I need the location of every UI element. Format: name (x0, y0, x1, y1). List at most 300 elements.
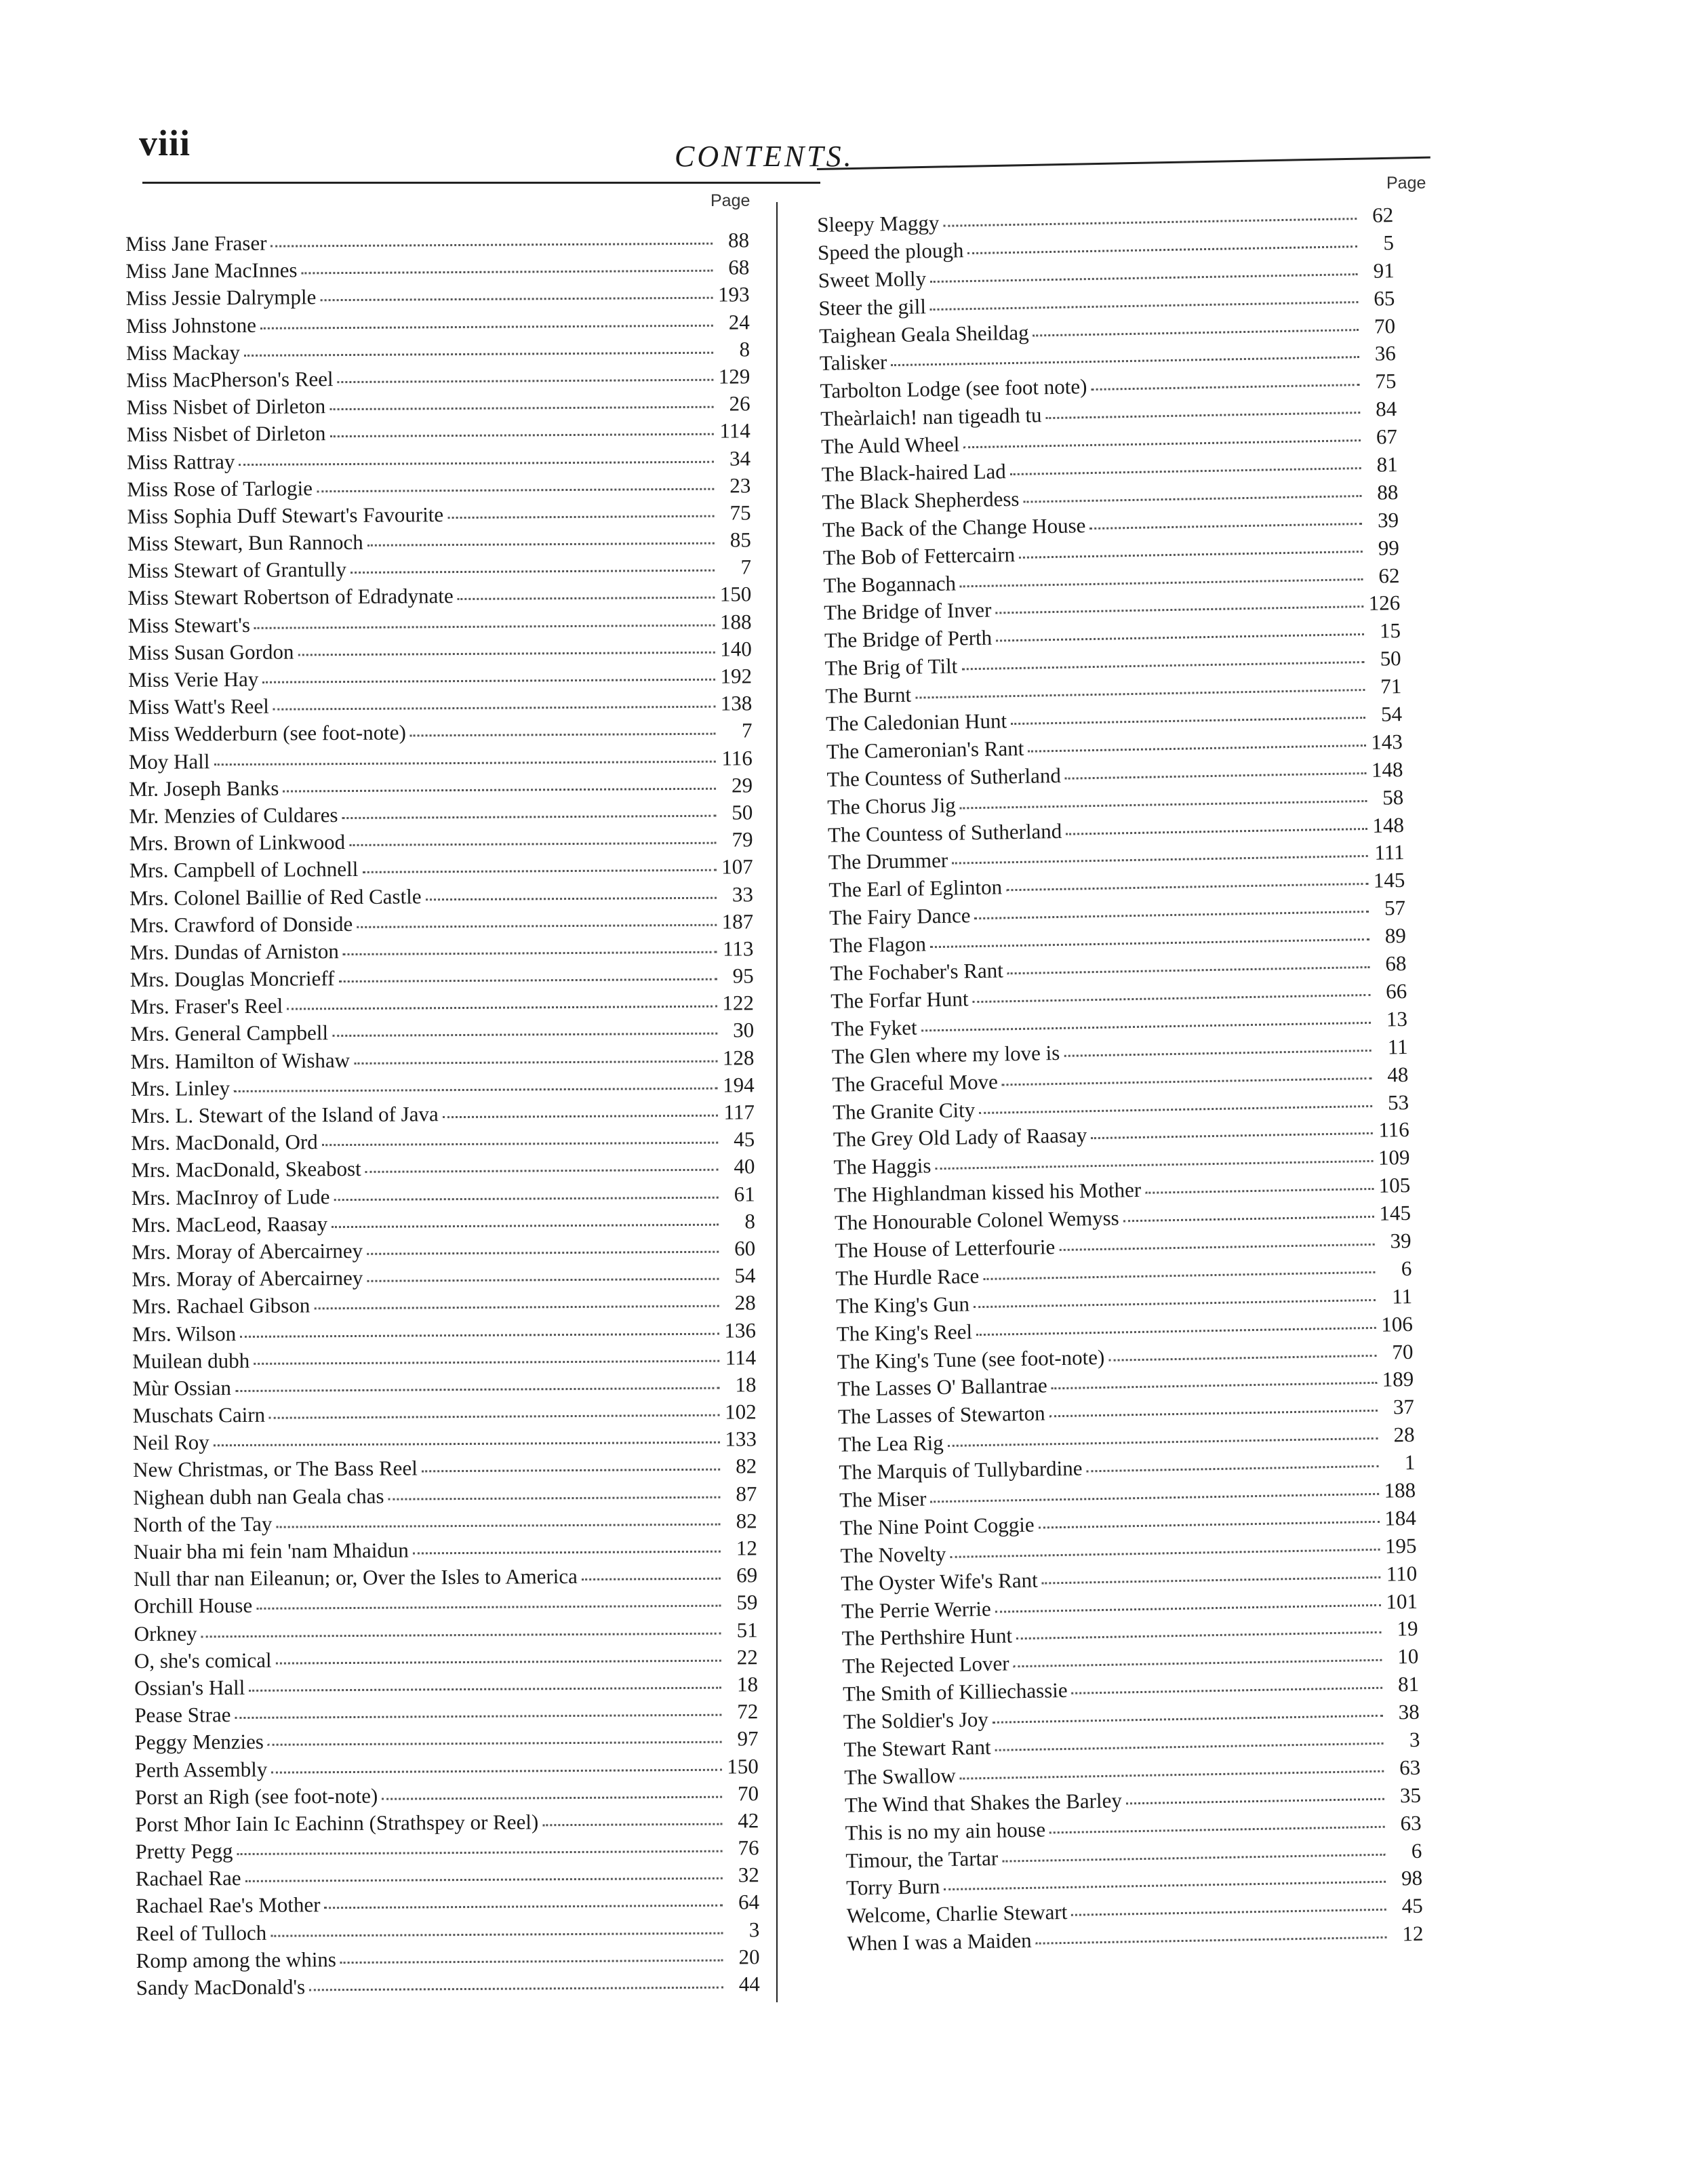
entry-title: Mrs. Wilson (132, 1321, 237, 1346)
entry-page-number: 6 (1411, 1838, 1422, 1863)
dot-leader (930, 938, 1369, 948)
entry-page-number: 35 (1399, 1783, 1422, 1808)
dot-leader (921, 1022, 1371, 1032)
entry-page-number: 193 (717, 282, 750, 307)
entry-page-number: 91 (1373, 258, 1395, 283)
contents-entry (136, 1889, 759, 1920)
entry-title: The Perrie Werrie (841, 1596, 992, 1623)
entry-page-number: 59 (736, 1590, 758, 1614)
contents-entry (135, 1753, 759, 1784)
entry-page-number: 76 (738, 1835, 759, 1860)
entry-page-number: 88 (1377, 480, 1399, 504)
entry-page-number: 1 (1404, 1450, 1416, 1475)
contents-entry (134, 1507, 757, 1538)
entry-title: The Chorus Jig (827, 793, 957, 819)
entry-title: Mrs. Moray of Abercairney (132, 1238, 363, 1264)
dot-leader (367, 1251, 719, 1255)
contents-entry (129, 744, 753, 776)
dot-leader (976, 1326, 1376, 1335)
entry-title: When I was a Maiden (847, 1928, 1032, 1955)
entry-title: Miss Nisbet of Dirleton (126, 421, 326, 447)
dot-leader (1072, 1687, 1383, 1694)
entry-page-number: 13 (1386, 1006, 1408, 1031)
dot-leader (1091, 384, 1359, 391)
page-number: viii (139, 123, 191, 163)
entry-title: Miss Rattray (126, 449, 235, 474)
dot-leader (1065, 772, 1367, 780)
entry-page-number: 106 (1380, 1311, 1414, 1336)
entry-title: New Christmas, or The Bass Reel (133, 1456, 418, 1482)
entry-page-number: 101 (1386, 1589, 1418, 1614)
entry-page-number: 95 (732, 964, 754, 988)
contents-entry (127, 581, 751, 612)
contents-entry (135, 1807, 759, 1838)
entry-title: The Fairy Dance (828, 903, 971, 930)
entry-title: The Grey Old Lady of Raasay (833, 1123, 1087, 1152)
contents-entry (135, 1834, 759, 1865)
entry-page-number: 187 (721, 909, 754, 934)
dot-leader (1052, 1382, 1378, 1389)
dot-leader (365, 1169, 719, 1173)
entry-page-number: 116 (1378, 1117, 1410, 1143)
dot-leader (967, 245, 1357, 254)
entry-page-number: 54 (1380, 702, 1403, 726)
dot-leader (1087, 1465, 1379, 1473)
entry-title: Nighean dubh nan Geala chas (133, 1484, 384, 1509)
dot-leader (329, 433, 713, 437)
contents-entry (130, 1044, 754, 1075)
entry-title: The Black Shepherdess (822, 486, 1020, 514)
entry-title: Moy Hall (128, 749, 210, 774)
contents-entry (127, 418, 750, 449)
entry-page-number: 75 (729, 500, 751, 525)
entry-page-number: 105 (1378, 1173, 1411, 1197)
dot-leader (1019, 551, 1363, 559)
entry-page-number: 23 (729, 473, 751, 498)
contents-entry (130, 962, 754, 993)
entry-title: Sleepy Maggy (817, 210, 940, 237)
dot-leader (1091, 1132, 1373, 1139)
entry-page-number: 79 (732, 827, 753, 852)
dot-leader (317, 488, 714, 492)
dot-leader (343, 951, 717, 955)
dot-leader (271, 1768, 722, 1773)
entry-title: Mr. Menzies of Culdares (129, 803, 338, 828)
entry-title: Miss Verie Hay (127, 667, 259, 692)
contents-entry (134, 1562, 757, 1593)
entry-page-number: 192 (720, 664, 753, 688)
entry-title: Muilean dubh (132, 1348, 250, 1373)
contents-entry (127, 526, 751, 557)
entry-page-number: 61 (734, 1181, 755, 1206)
entry-title: Romp among the whins (136, 1947, 337, 1972)
contents-entry (129, 799, 753, 830)
entry-title: The Smith of Killiechassie (842, 1678, 1068, 1706)
header-rule-left (142, 182, 820, 184)
entry-page-number: 114 (725, 1345, 757, 1370)
entry-page-number: 189 (1382, 1367, 1414, 1392)
dot-leader (995, 1743, 1384, 1751)
entry-page-number: 60 (734, 1236, 756, 1260)
entry-page-number: 40 (734, 1154, 755, 1178)
contents-entry (129, 854, 753, 885)
contents-entry (134, 1534, 757, 1566)
entry-page-number: 62 (1371, 203, 1394, 227)
contents-right-column (817, 201, 1424, 1958)
entry-title: The Fyket (830, 1015, 917, 1041)
entry-page-number: 194 (723, 1073, 755, 1097)
dot-leader (1002, 1077, 1372, 1086)
contents-entry (134, 1644, 758, 1675)
dot-leader (1006, 883, 1368, 891)
dot-leader (1059, 1244, 1374, 1251)
dot-leader (240, 1332, 719, 1337)
dot-leader (1049, 1410, 1378, 1417)
dot-leader (254, 624, 715, 629)
entry-page-number: 126 (1368, 591, 1401, 616)
dot-leader (974, 1299, 1376, 1308)
entry-page-number: 145 (1379, 1201, 1411, 1225)
entry-page-number: 10 (1397, 1644, 1419, 1669)
entry-page-number: 150 (727, 1753, 759, 1779)
entry-page-number: 34 (729, 445, 751, 471)
entry-page-number: 50 (1380, 646, 1401, 671)
dot-leader (1064, 1050, 1371, 1057)
entry-title: O, she's comical (134, 1648, 272, 1673)
dot-leader (944, 1881, 1386, 1890)
entry-title: Miss Stewart of Grantully (127, 557, 347, 583)
entry-page-number: 63 (1399, 1755, 1421, 1780)
dot-leader (1007, 966, 1370, 974)
dot-leader (1042, 1576, 1381, 1584)
entry-title: Torry Burn (845, 1874, 940, 1901)
dot-leader (256, 1605, 721, 1610)
dot-leader (357, 924, 717, 928)
entry-title: The Swallow (843, 1763, 957, 1789)
dot-leader (413, 1551, 721, 1555)
entry-title: Mrs. Crawford of Donside (129, 911, 353, 937)
entry-page-number: 66 (1385, 978, 1407, 1004)
entry-page-number: 29 (731, 773, 753, 797)
entry-page-number: 33 (732, 881, 754, 907)
dot-leader (973, 994, 1371, 1003)
entry-title: Reel of Tulloch (136, 1920, 267, 1945)
entry-title: Mrs. Brown of Linkwood (129, 830, 346, 856)
contents-entry (133, 1453, 757, 1484)
entry-title: Mrs. Linley (130, 1075, 231, 1100)
entry-title: The Bridge of Inver (824, 598, 992, 625)
contents-entry (132, 1180, 755, 1212)
entry-title: The Wind that Shakes the Barley (844, 1788, 1123, 1817)
entry-title: The King's Reel (836, 1319, 973, 1346)
dot-leader (995, 605, 1363, 614)
entry-page-number: 67 (1376, 424, 1398, 449)
dot-leader (214, 1442, 720, 1447)
entry-title: The Nine Point Coggie (839, 1512, 1035, 1540)
entry-title: The Hurdle Race (835, 1263, 980, 1290)
dot-leader (269, 1414, 720, 1419)
entry-page-number: 99 (1378, 535, 1400, 560)
contents-entry (133, 1426, 757, 1457)
contents-entry (132, 1208, 755, 1239)
entry-title: Miss Nisbet of Dirleton (126, 394, 326, 420)
contents-entry (132, 1317, 756, 1348)
dot-leader (1066, 828, 1367, 835)
dot-leader (239, 460, 714, 465)
entry-page-number: 111 (1374, 840, 1405, 865)
entry-page-number: 110 (1386, 1561, 1418, 1586)
entry-title: The Graceful Move (832, 1069, 999, 1096)
entry-page-number: 53 (1387, 1090, 1409, 1115)
entry-title: The Black-haired Lad (821, 459, 1007, 486)
entry-page-number: 3 (1409, 1727, 1420, 1752)
entry-title: Orkney (134, 1621, 197, 1646)
contents-entry (132, 1235, 755, 1266)
dot-leader (214, 760, 715, 766)
contents-entry (135, 1780, 759, 1811)
entry-title: The Glen where my love is (831, 1040, 1060, 1069)
entry-page-number: 70 (1374, 313, 1396, 338)
entry-page-number: 89 (1384, 924, 1407, 948)
entry-page-number: 102 (725, 1399, 757, 1424)
dot-leader (1010, 467, 1361, 475)
entry-page-number: 11 (1391, 1284, 1413, 1309)
dot-leader (283, 787, 716, 792)
entry-title: The Bridge of Perth (824, 625, 993, 653)
dot-leader (271, 243, 713, 247)
entry-title: Rachael Rae (135, 1866, 241, 1891)
entry-title: This is no my ain house (845, 1817, 1046, 1845)
entry-title: Miss Stewart Robertson of Edradynate (127, 584, 454, 610)
dot-leader (235, 1387, 719, 1392)
contents-entry (131, 1153, 755, 1185)
entry-title: Ossian's Hall (134, 1675, 245, 1700)
entry-title: The Caledonian Hunt (825, 709, 1007, 736)
dot-leader (915, 689, 1365, 699)
entry-page-number: 88 (727, 228, 750, 252)
contents-entry (125, 226, 749, 258)
entry-title: Mrs. Dundas of Arniston (129, 938, 339, 964)
entry-title: Mrs. MacLeod, Raasay (131, 1211, 328, 1237)
entry-title: The Back of the Change House (822, 513, 1086, 542)
entry-title: Miss Sophia Duff Stewart's Favourite (127, 502, 444, 528)
dot-leader (351, 570, 715, 574)
dot-leader (367, 542, 715, 547)
entry-page-number: 11 (1387, 1034, 1408, 1059)
entry-title: Mrs. Hamilton of Wishaw (130, 1048, 351, 1073)
entry-page-number: 116 (721, 745, 753, 770)
dot-leader (995, 1604, 1381, 1612)
dot-leader (1033, 329, 1359, 336)
entry-title: Miss Jane MacInnes (125, 258, 298, 283)
entry-title: Miss Rose of Tarlogie (127, 476, 313, 501)
dot-leader (271, 1932, 723, 1937)
contents-entry (128, 717, 752, 749)
entry-page-number: 107 (721, 854, 753, 879)
entry-title: The Cameronian's Rant (826, 736, 1024, 763)
contents-entry (133, 1398, 757, 1429)
dot-leader (930, 1493, 1379, 1503)
entry-page-number: 28 (1393, 1423, 1415, 1447)
entry-title: Mrs. MacInroy of Lude (131, 1184, 330, 1210)
entry-page-number: 71 (1380, 674, 1402, 698)
entry-page-number: 129 (718, 364, 750, 389)
entry-page-number: 37 (1393, 1395, 1415, 1419)
entry-title: The Drummer (828, 848, 948, 875)
entry-title: Miss Watt's Reel (128, 694, 269, 719)
entry-page-number: 114 (719, 418, 750, 443)
dot-leader (245, 1878, 723, 1882)
dot-leader (948, 1437, 1378, 1447)
contents-entry (131, 1098, 755, 1130)
contents-entry (127, 445, 750, 476)
entry-page-number: 148 (1371, 757, 1403, 782)
dot-leader (1016, 1631, 1382, 1640)
dot-leader (388, 1496, 721, 1500)
entry-title: The Honourable Colonel Wemyss (834, 1206, 1119, 1235)
dot-leader (329, 406, 713, 410)
contents-entry (136, 1916, 759, 1947)
contents-entry (131, 1071, 755, 1103)
entry-title: The Lasses O' Ballantrae (837, 1373, 1048, 1402)
dot-leader (582, 1578, 721, 1581)
entry-page-number: 8 (744, 1209, 756, 1233)
entry-title: Steer the gill (818, 294, 927, 320)
entry-page-number: 45 (734, 1127, 755, 1151)
entry-title: Theàrlaich! nan tigeadh tu (820, 403, 1042, 431)
contents-entry (136, 1943, 759, 1974)
entry-title: The Earl of Eglinton (828, 875, 1003, 902)
entry-title: Miss Stewart's (127, 612, 251, 637)
entry-page-number: 97 (737, 1726, 759, 1751)
entry-title: The Fochaber's Rant (830, 958, 1004, 985)
contents-entry (130, 1017, 754, 1048)
dot-leader (367, 1278, 719, 1282)
dot-leader (979, 1105, 1372, 1113)
dot-leader (322, 1142, 718, 1147)
entry-page-number: 19 (1397, 1616, 1418, 1641)
dot-leader (542, 1823, 722, 1827)
contents-entry (134, 1616, 758, 1648)
entry-page-number: 64 (738, 1890, 760, 1914)
dot-leader (1071, 1909, 1386, 1916)
dot-leader (426, 896, 717, 900)
entry-page-number: 138 (720, 691, 753, 715)
dot-leader (260, 324, 713, 329)
entry-page-number: 150 (719, 582, 752, 607)
contents-entry (126, 309, 750, 340)
entry-page-number: 117 (723, 1100, 755, 1124)
contents-entry (129, 881, 753, 912)
header-rule-right (817, 157, 1430, 170)
dot-leader (975, 911, 1369, 919)
dot-leader (268, 1741, 722, 1746)
entry-page-number: 75 (1375, 369, 1397, 394)
entry-title: Mrs. MacDonald, Skeabost (131, 1157, 361, 1183)
dot-leader (237, 1850, 722, 1855)
entry-title: Miss Mackay (125, 340, 241, 365)
entry-page-number: 122 (722, 991, 755, 1015)
entry-title: The Auld Wheel (820, 432, 960, 459)
entry-page-number: 145 (1373, 868, 1405, 893)
entry-title: Mrs. Campbell of Lochnell (129, 857, 359, 883)
dot-leader (960, 578, 1363, 587)
entry-title: Mrs. MacDonald, Ord (131, 1130, 318, 1155)
entry-page-number: 109 (1378, 1145, 1410, 1170)
entry-title: The Bogannach (823, 571, 957, 597)
entry-page-number: 113 (723, 936, 754, 961)
entry-page-number: 63 (1400, 1810, 1422, 1835)
contents-entry (129, 908, 753, 939)
contents-entry (134, 1698, 758, 1729)
entry-title: Speed the plough (817, 238, 964, 264)
entry-title: Mrs. Rachael Gibson (132, 1293, 311, 1319)
entry-title: The Lea Rig (838, 1431, 944, 1456)
dot-leader (943, 218, 1357, 227)
entry-title: Mrs. L. Stewart of the Island of Java (130, 1102, 439, 1128)
entry-title: The Countess of Sutherland (827, 818, 1062, 847)
entry-page-number: 84 (1375, 397, 1397, 421)
entry-title: Mrs. General Campbell (130, 1020, 329, 1046)
entry-page-number: 68 (1385, 951, 1407, 976)
dot-leader (930, 301, 1359, 311)
dot-leader (276, 1659, 721, 1664)
dot-leader (1036, 1937, 1387, 1945)
dot-leader (262, 679, 715, 683)
entry-page-number: 54 (734, 1263, 756, 1288)
entry-title: Miss MacPherson's Reel (126, 367, 334, 392)
contents-entry (130, 990, 754, 1021)
entry-page-number: 36 (1374, 341, 1397, 366)
dot-leader (340, 1959, 723, 1963)
dot-leader (950, 1549, 1380, 1558)
right-column-page-heading: Page (1386, 174, 1426, 193)
contents-entry (132, 1262, 755, 1293)
dot-leader (1014, 1659, 1382, 1667)
dot-leader (249, 1687, 721, 1692)
entry-page-number: 70 (737, 1781, 759, 1806)
entry-page-number: 7 (740, 555, 752, 579)
dot-leader (993, 1715, 1383, 1724)
dot-leader (332, 1223, 719, 1227)
dot-leader (1046, 412, 1361, 419)
dot-leader (1049, 1825, 1385, 1833)
contents-entry (134, 1671, 758, 1702)
entry-title: Mrs. Fraser's Reel (129, 993, 283, 1019)
entry-title: Sweet Molly (818, 266, 927, 292)
entry-title: Rachael Rae's Mother (135, 1892, 321, 1918)
entry-page-number: 188 (1384, 1477, 1416, 1503)
left-column-page-heading: Page (710, 191, 750, 210)
dot-leader (1011, 717, 1365, 725)
entry-title: Mr. Joseph Banks (128, 776, 279, 801)
dot-leader (309, 1987, 723, 1991)
entry-page-number: 136 (724, 1317, 757, 1343)
entry-title: Neil Roy (132, 1430, 209, 1455)
entry-title: The Highlandman kissed his Mother (834, 1178, 1142, 1207)
entry-title: The Brig of Tilt (824, 654, 958, 681)
contents-entry (129, 772, 753, 803)
entry-page-number: 148 (1372, 812, 1405, 837)
contents-entry (132, 1371, 756, 1402)
entry-title: The Soldier's Joy (843, 1707, 989, 1734)
entry-title: Miss Wedderburn (see foot-note) (128, 720, 406, 747)
entry-page-number: 62 (1378, 563, 1400, 588)
entry-page-number: 70 (1392, 1339, 1414, 1364)
contents-entry (136, 1862, 759, 1893)
dot-leader (935, 1160, 1373, 1170)
dot-leader (422, 1469, 720, 1473)
